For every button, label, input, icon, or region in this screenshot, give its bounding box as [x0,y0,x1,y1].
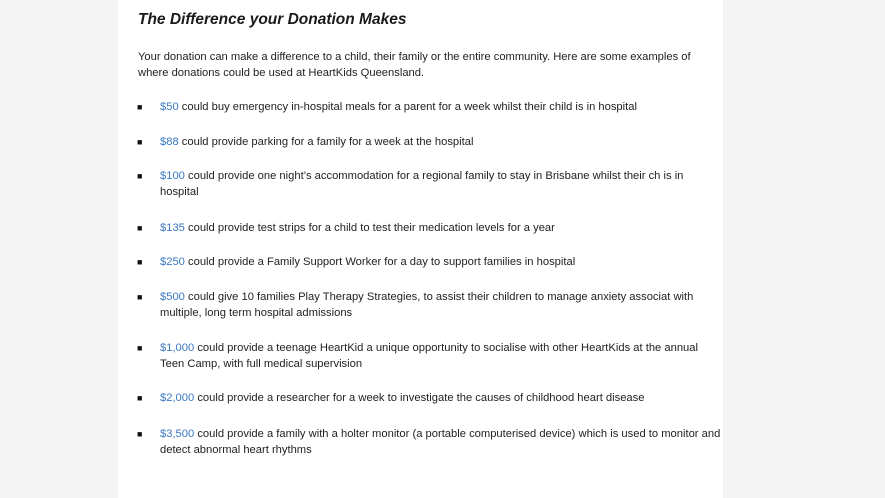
donation-amount: $100 [160,170,185,182]
bullet-icon: ■ [137,137,143,147]
donation-description: could give 10 families Play Therapy Strategies, to assist their children to manage anxiety associat with multiple, long term hospital admissions [160,291,694,319]
intro-paragraph: Your donation can make a difference to a child, their family or the entire community. Here are some examples of where donations could be used at HeartKids Queensland. [138,51,691,79]
bullet-icon: ■ [137,223,143,233]
document-page [118,0,723,498]
bullet-icon: ■ [137,393,143,403]
donation-description: could provide a teenage HeartKid a unique opportunity to socialise with other HeartKids at the annual Teen Camp, with full medical supervision [160,342,698,370]
donation-amount: $135 [160,222,185,234]
donation-amount: $500 [160,291,185,303]
bullet-icon: ■ [137,102,143,112]
donation-amount: $3,500 [160,428,195,440]
donation-description: could buy emergency in-hospital meals for a parent for a week whilst their child is in hospital [178,101,637,113]
donation-description: could provide a researcher for a week to investigate the causes of childhood heart disease [194,392,645,404]
donation-amount: $2,000 [160,392,195,404]
bullet-icon: ■ [137,171,143,181]
donation-description: could provide test strips for a child to test their medication levels for a year [184,222,555,234]
bullet-icon: ■ [137,292,143,302]
donation-description: could provide a Family Support Worker for a day to support families in hospital [184,256,576,268]
donation-description: could provide a family with a holter monitor (a portable computerised device) which is used to monitor and detect abnormal heart rhythms [160,428,721,456]
donation-amount: $250 [160,256,185,268]
donation-description: could provide parking for a family for a week at the hospital [178,136,474,148]
donation-description: could provide one night’s accommodation for a regional family to stay in Brisbane whilst their ch is in hospital [160,170,684,198]
document-heading: The Difference your Donation Makes [138,11,407,28]
bullet-icon: ■ [137,257,143,267]
donation-amount: $1,000 [160,342,195,354]
bullet-icon: ■ [137,429,143,439]
donation-amount: $50 [160,101,179,113]
bullet-icon: ■ [137,343,143,353]
donation-amount: $88 [160,136,179,148]
